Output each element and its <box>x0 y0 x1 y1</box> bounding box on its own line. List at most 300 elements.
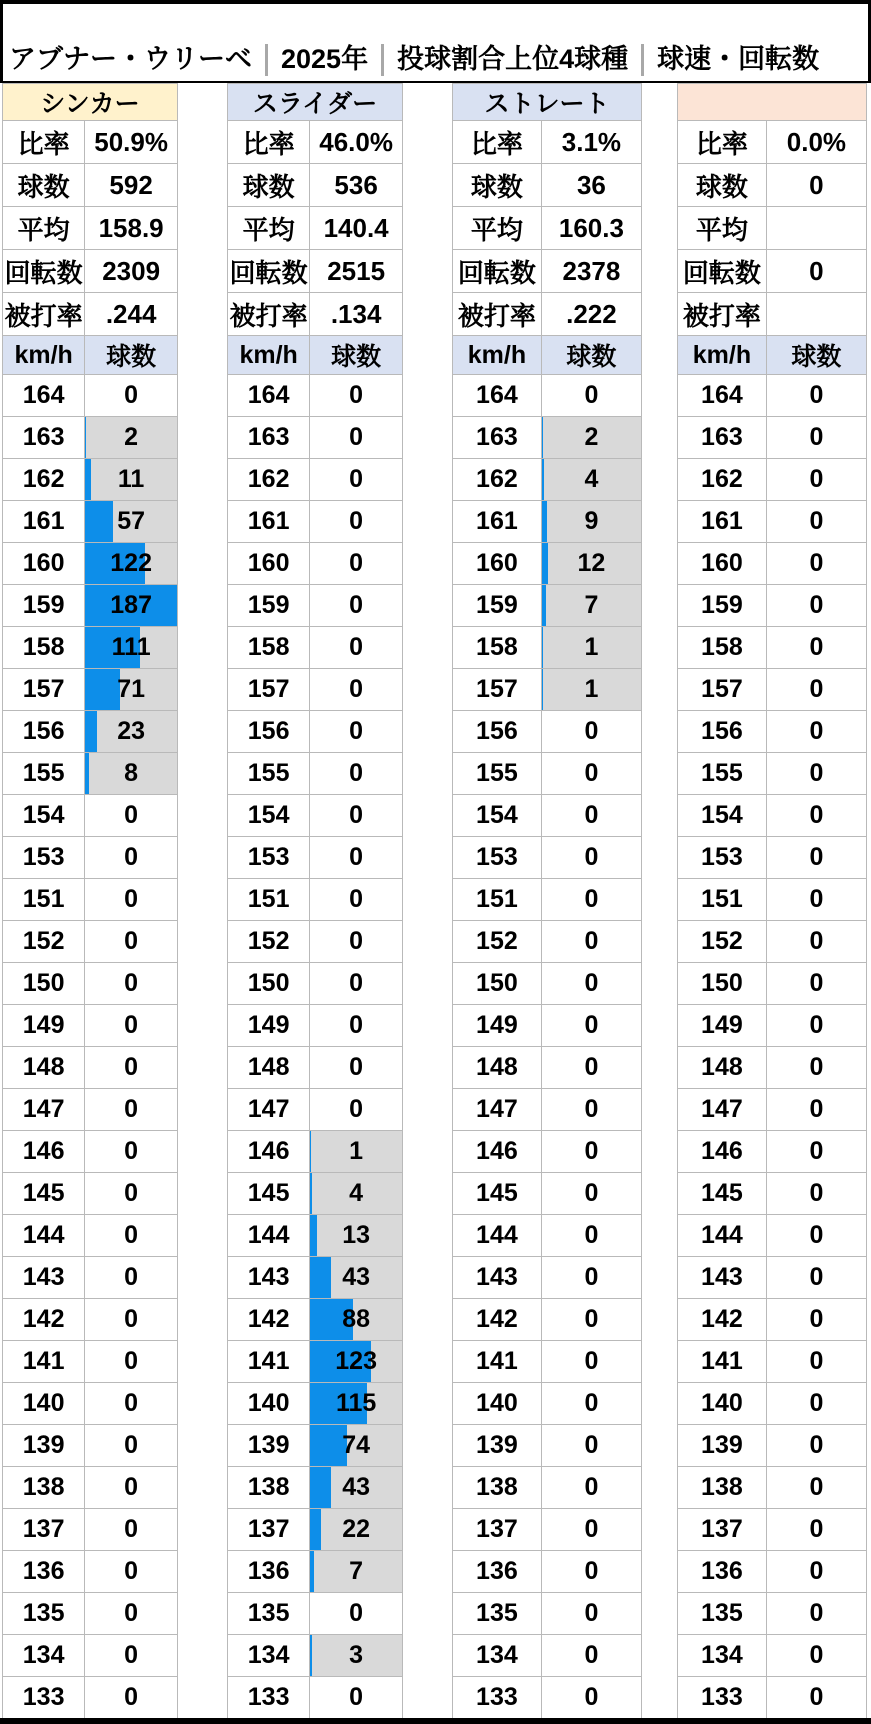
count-cell <box>85 627 178 669</box>
stat-label: 回転数 <box>228 250 310 293</box>
count-value: 123 <box>335 1347 377 1375</box>
count-value: 0 <box>809 1053 824 1081</box>
stat-row <box>678 250 867 293</box>
count-cell <box>766 1677 866 1719</box>
count-bar <box>310 1215 316 1256</box>
speed-cell: 150 <box>678 963 767 1005</box>
count-cell <box>541 921 641 963</box>
speed-cell: 151 <box>3 879 85 921</box>
stat-label: 回転数 <box>3 250 85 293</box>
count-cell <box>310 1215 403 1257</box>
count-cell <box>766 669 866 711</box>
speed-cell: 144 <box>228 1215 310 1257</box>
speed-cell: 147 <box>453 1089 542 1131</box>
speed-cell: 158 <box>3 627 85 669</box>
speed-header-row <box>228 336 403 375</box>
count-cell <box>541 1047 641 1089</box>
count-cell <box>766 417 866 459</box>
speed-cell: 154 <box>3 795 85 837</box>
data-row <box>678 585 867 627</box>
count-value: 0 <box>584 1053 599 1081</box>
count-cell <box>85 375 178 417</box>
data-row <box>678 1425 867 1467</box>
count-cell <box>310 585 403 627</box>
speed-cell: 162 <box>3 459 85 501</box>
count-bar <box>542 417 543 458</box>
count-value: 0 <box>124 1473 139 1501</box>
data-row <box>678 417 867 459</box>
speed-cell: 153 <box>3 837 85 879</box>
count-cell <box>85 711 178 753</box>
count-cell <box>85 1257 178 1299</box>
title-separator <box>265 44 268 76</box>
speed-header-label: km/h <box>453 336 542 375</box>
data-row <box>678 1593 867 1635</box>
stat-label: 被打率 <box>453 293 542 336</box>
count-value: 12 <box>577 549 606 577</box>
speed-cell: 139 <box>678 1425 767 1467</box>
count-value: 0 <box>809 381 824 409</box>
count-cell <box>541 417 641 459</box>
count-value: 0 <box>124 969 139 997</box>
speed-cell: 153 <box>453 837 542 879</box>
stat-row <box>228 207 403 250</box>
speed-cell: 139 <box>453 1425 542 1467</box>
count-value: 0 <box>124 1641 139 1669</box>
count-bar <box>310 1173 312 1214</box>
speed-cell: 150 <box>3 963 85 1005</box>
count-cell <box>766 1467 866 1509</box>
count-value: 0 <box>809 927 824 955</box>
count-value: 0 <box>124 381 139 409</box>
count-value: 0 <box>584 1305 599 1333</box>
count-header-label: 球数 <box>541 336 641 375</box>
count-cell <box>85 1467 178 1509</box>
count-value: 0 <box>809 1641 824 1669</box>
count-value: 0 <box>124 1347 139 1375</box>
title-segment: 投球割合上位4球種 <box>397 44 629 74</box>
stat-row <box>453 121 642 164</box>
speed-cell: 156 <box>453 711 542 753</box>
speed-cell: 163 <box>228 417 310 459</box>
speed-cell: 158 <box>453 627 542 669</box>
speed-cell: 133 <box>3 1677 85 1719</box>
stat-label: 比率 <box>228 121 310 164</box>
stat-row <box>3 207 178 250</box>
speed-cell: 140 <box>678 1383 767 1425</box>
count-value: 0 <box>349 549 364 577</box>
count-cell <box>541 543 641 585</box>
stat-label: 平均 <box>678 207 767 250</box>
data-row <box>453 795 642 837</box>
count-value: 0 <box>809 717 824 745</box>
data-row <box>678 1341 867 1383</box>
data-row <box>3 501 178 543</box>
count-cell <box>310 459 403 501</box>
speed-cell: 160 <box>453 543 542 585</box>
data-row <box>453 1593 642 1635</box>
count-cell <box>85 1173 178 1215</box>
stat-value: 36 <box>541 164 641 207</box>
data-row <box>3 1215 178 1257</box>
speed-cell: 146 <box>678 1131 767 1173</box>
count-cell <box>541 1677 641 1719</box>
data-row <box>228 879 403 921</box>
data-row <box>678 1299 867 1341</box>
stat-label: 平均 <box>453 207 542 250</box>
count-value: 0 <box>584 1473 599 1501</box>
data-row <box>678 1215 867 1257</box>
count-bar <box>310 1131 311 1172</box>
data-row <box>3 837 178 879</box>
count-cell <box>766 1047 866 1089</box>
data-row <box>678 1467 867 1509</box>
speed-cell: 151 <box>228 879 310 921</box>
count-value: 0 <box>809 801 824 829</box>
count-value: 0 <box>809 507 824 535</box>
speed-cell: 156 <box>3 711 85 753</box>
speed-cell: 164 <box>678 375 767 417</box>
count-value: 0 <box>124 843 139 871</box>
count-cell <box>541 1383 641 1425</box>
count-cell <box>766 1551 866 1593</box>
count-cell <box>310 1383 403 1425</box>
count-value: 0 <box>809 1347 824 1375</box>
data-row <box>678 375 867 417</box>
count-value: 0 <box>124 1221 139 1249</box>
speed-cell: 162 <box>678 459 767 501</box>
speed-cell: 155 <box>453 753 542 795</box>
count-value: 0 <box>124 1599 139 1627</box>
count-cell <box>541 1005 641 1047</box>
count-value: 2 <box>584 423 599 451</box>
count-value: 0 <box>809 843 824 871</box>
speed-cell: 135 <box>453 1593 542 1635</box>
count-value: 0 <box>809 885 824 913</box>
data-row <box>3 1677 178 1719</box>
count-value: 0 <box>124 1263 139 1291</box>
count-cell <box>766 1089 866 1131</box>
speed-cell: 133 <box>228 1677 310 1719</box>
data-row <box>678 669 867 711</box>
data-row <box>453 501 642 543</box>
data-row <box>3 1467 178 1509</box>
count-cell <box>310 795 403 837</box>
speed-cell: 134 <box>228 1635 310 1677</box>
data-row <box>678 1131 867 1173</box>
speed-cell: 155 <box>228 753 310 795</box>
data-row <box>228 1593 403 1635</box>
count-cell <box>541 1509 641 1551</box>
speed-cell: 137 <box>678 1509 767 1551</box>
data-row <box>3 375 178 417</box>
stat-row <box>453 207 642 250</box>
count-cell <box>85 1425 178 1467</box>
data-row <box>3 1299 178 1341</box>
count-value: 0 <box>809 1179 824 1207</box>
data-row <box>228 837 403 879</box>
count-header-label: 球数 <box>766 336 866 375</box>
title-segment: 球速・回転数 <box>657 44 820 74</box>
speed-cell: 137 <box>228 1509 310 1551</box>
speed-cell: 140 <box>3 1383 85 1425</box>
count-cell <box>85 1215 178 1257</box>
count-cell <box>85 1341 178 1383</box>
data-row <box>678 837 867 879</box>
speed-cell: 158 <box>228 627 310 669</box>
count-value: 0 <box>809 675 824 703</box>
count-value: 2 <box>124 423 139 451</box>
count-cell <box>85 459 178 501</box>
data-row <box>453 837 642 879</box>
count-bar <box>310 1635 311 1676</box>
speed-cell: 143 <box>3 1257 85 1299</box>
data-row <box>3 1425 178 1467</box>
count-cell <box>310 1425 403 1467</box>
speed-cell: 159 <box>453 585 542 627</box>
count-value: 0 <box>349 1683 364 1711</box>
data-row <box>453 711 642 753</box>
data-row <box>453 1299 642 1341</box>
speed-cell: 163 <box>453 417 542 459</box>
speed-cell: 161 <box>3 501 85 543</box>
count-value: 0 <box>809 1557 824 1585</box>
pitch-table <box>2 83 178 1719</box>
speed-cell: 150 <box>453 963 542 1005</box>
stat-label: 回転数 <box>453 250 542 293</box>
speed-cell: 152 <box>678 921 767 963</box>
count-cell <box>310 1467 403 1509</box>
count-cell <box>310 375 403 417</box>
stat-label: 比率 <box>3 121 85 164</box>
count-value: 0 <box>124 1179 139 1207</box>
count-cell <box>85 585 178 627</box>
data-row <box>228 459 403 501</box>
data-row <box>453 585 642 627</box>
count-cell <box>85 417 178 459</box>
count-cell <box>310 1635 403 1677</box>
count-value: 1 <box>349 1137 364 1165</box>
count-value: 0 <box>584 969 599 997</box>
stat-value: 158.9 <box>85 207 178 250</box>
count-cell <box>541 753 641 795</box>
count-value: 0 <box>584 1431 599 1459</box>
count-cell <box>310 1551 403 1593</box>
count-value: 0 <box>124 1683 139 1711</box>
count-cell <box>541 963 641 1005</box>
speed-cell: 159 <box>228 585 310 627</box>
data-row <box>228 1509 403 1551</box>
stat-row <box>228 293 403 336</box>
speed-cell: 147 <box>3 1089 85 1131</box>
count-cell <box>766 711 866 753</box>
stat-row <box>678 207 867 250</box>
stat-value: 0 <box>766 250 866 293</box>
data-row <box>228 1215 403 1257</box>
count-value: 0 <box>809 1095 824 1123</box>
speed-cell: 154 <box>453 795 542 837</box>
count-value: 0 <box>349 843 364 871</box>
data-row <box>228 795 403 837</box>
data-row <box>453 1383 642 1425</box>
speed-cell: 146 <box>228 1131 310 1173</box>
speed-cell: 159 <box>3 585 85 627</box>
count-bar <box>310 1257 331 1298</box>
count-value: 0 <box>349 1011 364 1039</box>
count-value: 0 <box>584 1515 599 1543</box>
stat-value: 46.0% <box>310 121 403 164</box>
data-row <box>3 1257 178 1299</box>
data-row <box>678 1509 867 1551</box>
count-value: 0 <box>124 885 139 913</box>
count-value: 0 <box>124 927 139 955</box>
data-row <box>228 1635 403 1677</box>
data-row <box>3 1173 178 1215</box>
speed-cell: 160 <box>228 543 310 585</box>
data-row <box>453 1089 642 1131</box>
speed-cell: 136 <box>678 1551 767 1593</box>
stat-row <box>453 164 642 207</box>
count-value: 3 <box>349 1641 364 1669</box>
count-value: 0 <box>584 1347 599 1375</box>
count-cell <box>85 921 178 963</box>
speed-cell: 138 <box>3 1467 85 1509</box>
speed-cell: 163 <box>678 417 767 459</box>
pitch-name-header: シンカー <box>3 84 178 121</box>
count-cell <box>85 1131 178 1173</box>
data-row <box>678 1173 867 1215</box>
stat-value: .244 <box>85 293 178 336</box>
count-cell <box>85 837 178 879</box>
count-cell <box>85 501 178 543</box>
count-value: 0 <box>349 633 364 661</box>
count-value: 0 <box>809 591 824 619</box>
count-cell <box>766 1341 866 1383</box>
speed-cell: 140 <box>228 1383 310 1425</box>
count-cell <box>766 585 866 627</box>
count-value: 0 <box>584 1599 599 1627</box>
speed-cell: 145 <box>228 1173 310 1215</box>
speed-cell: 137 <box>453 1509 542 1551</box>
count-value: 0 <box>349 591 364 619</box>
count-cell <box>85 1677 178 1719</box>
stat-value <box>766 207 866 250</box>
speed-cell: 157 <box>453 669 542 711</box>
speed-cell: 150 <box>228 963 310 1005</box>
data-row <box>228 1425 403 1467</box>
data-row <box>3 1341 178 1383</box>
data-row <box>228 585 403 627</box>
data-row <box>678 459 867 501</box>
speed-cell: 160 <box>678 543 767 585</box>
data-row <box>3 879 178 921</box>
speed-cell: 143 <box>678 1257 767 1299</box>
count-cell <box>310 1047 403 1089</box>
stat-label: 球数 <box>3 164 85 207</box>
count-value: 0 <box>809 1263 824 1291</box>
count-value: 0 <box>809 1305 824 1333</box>
pitch-name-header <box>678 84 867 121</box>
data-row <box>453 753 642 795</box>
count-value: 111 <box>111 633 151 661</box>
speed-header-row <box>3 336 178 375</box>
count-cell <box>766 795 866 837</box>
data-row <box>228 627 403 669</box>
speed-cell: 161 <box>228 501 310 543</box>
speed-cell: 139 <box>228 1425 310 1467</box>
count-value: 22 <box>342 1515 371 1543</box>
stat-value: .222 <box>541 293 641 336</box>
count-cell <box>541 1257 641 1299</box>
data-row <box>453 1677 642 1719</box>
count-cell <box>766 627 866 669</box>
count-cell <box>310 1131 403 1173</box>
data-row <box>3 627 178 669</box>
title-segment: アブナー・ウリーベ <box>9 44 252 74</box>
count-cell <box>310 1299 403 1341</box>
stat-value: 140.4 <box>310 207 403 250</box>
data-row <box>453 1173 642 1215</box>
stat-label: 被打率 <box>678 293 767 336</box>
data-row <box>453 1635 642 1677</box>
speed-cell: 134 <box>453 1635 542 1677</box>
count-cell <box>85 1047 178 1089</box>
count-value: 0 <box>124 1431 139 1459</box>
speed-cell: 142 <box>453 1299 542 1341</box>
data-row <box>453 1551 642 1593</box>
count-value: 0 <box>124 1095 139 1123</box>
stat-label: 平均 <box>3 207 85 250</box>
data-row <box>678 711 867 753</box>
data-row <box>3 1593 178 1635</box>
count-value: 7 <box>584 591 599 619</box>
count-value: 0 <box>584 1095 599 1123</box>
count-value: 0 <box>349 465 364 493</box>
count-cell <box>85 1551 178 1593</box>
speed-cell: 149 <box>3 1005 85 1047</box>
count-value: 71 <box>117 675 146 703</box>
count-bar <box>542 501 547 542</box>
data-row <box>228 753 403 795</box>
speed-cell: 162 <box>453 459 542 501</box>
data-row <box>228 711 403 753</box>
stat-value: 50.9% <box>85 121 178 164</box>
title-bar <box>0 0 871 83</box>
stat-label: 被打率 <box>228 293 310 336</box>
count-cell <box>766 459 866 501</box>
data-row <box>453 669 642 711</box>
pitch-tables-area <box>0 83 871 1718</box>
count-value: 0 <box>349 927 364 955</box>
count-cell <box>310 1677 403 1719</box>
count-bar <box>310 1467 331 1508</box>
count-cell <box>85 1383 178 1425</box>
count-value: 0 <box>809 423 824 451</box>
count-cell <box>541 879 641 921</box>
speed-cell: 144 <box>453 1215 542 1257</box>
count-bar <box>310 1551 313 1592</box>
count-value: 0 <box>349 759 364 787</box>
speed-cell: 157 <box>3 669 85 711</box>
data-row <box>228 1131 403 1173</box>
count-value: 0 <box>584 927 599 955</box>
speed-cell: 155 <box>3 753 85 795</box>
count-value: 0 <box>584 885 599 913</box>
speed-cell: 136 <box>453 1551 542 1593</box>
data-row <box>3 543 178 585</box>
count-cell <box>766 543 866 585</box>
count-value: 0 <box>584 1641 599 1669</box>
